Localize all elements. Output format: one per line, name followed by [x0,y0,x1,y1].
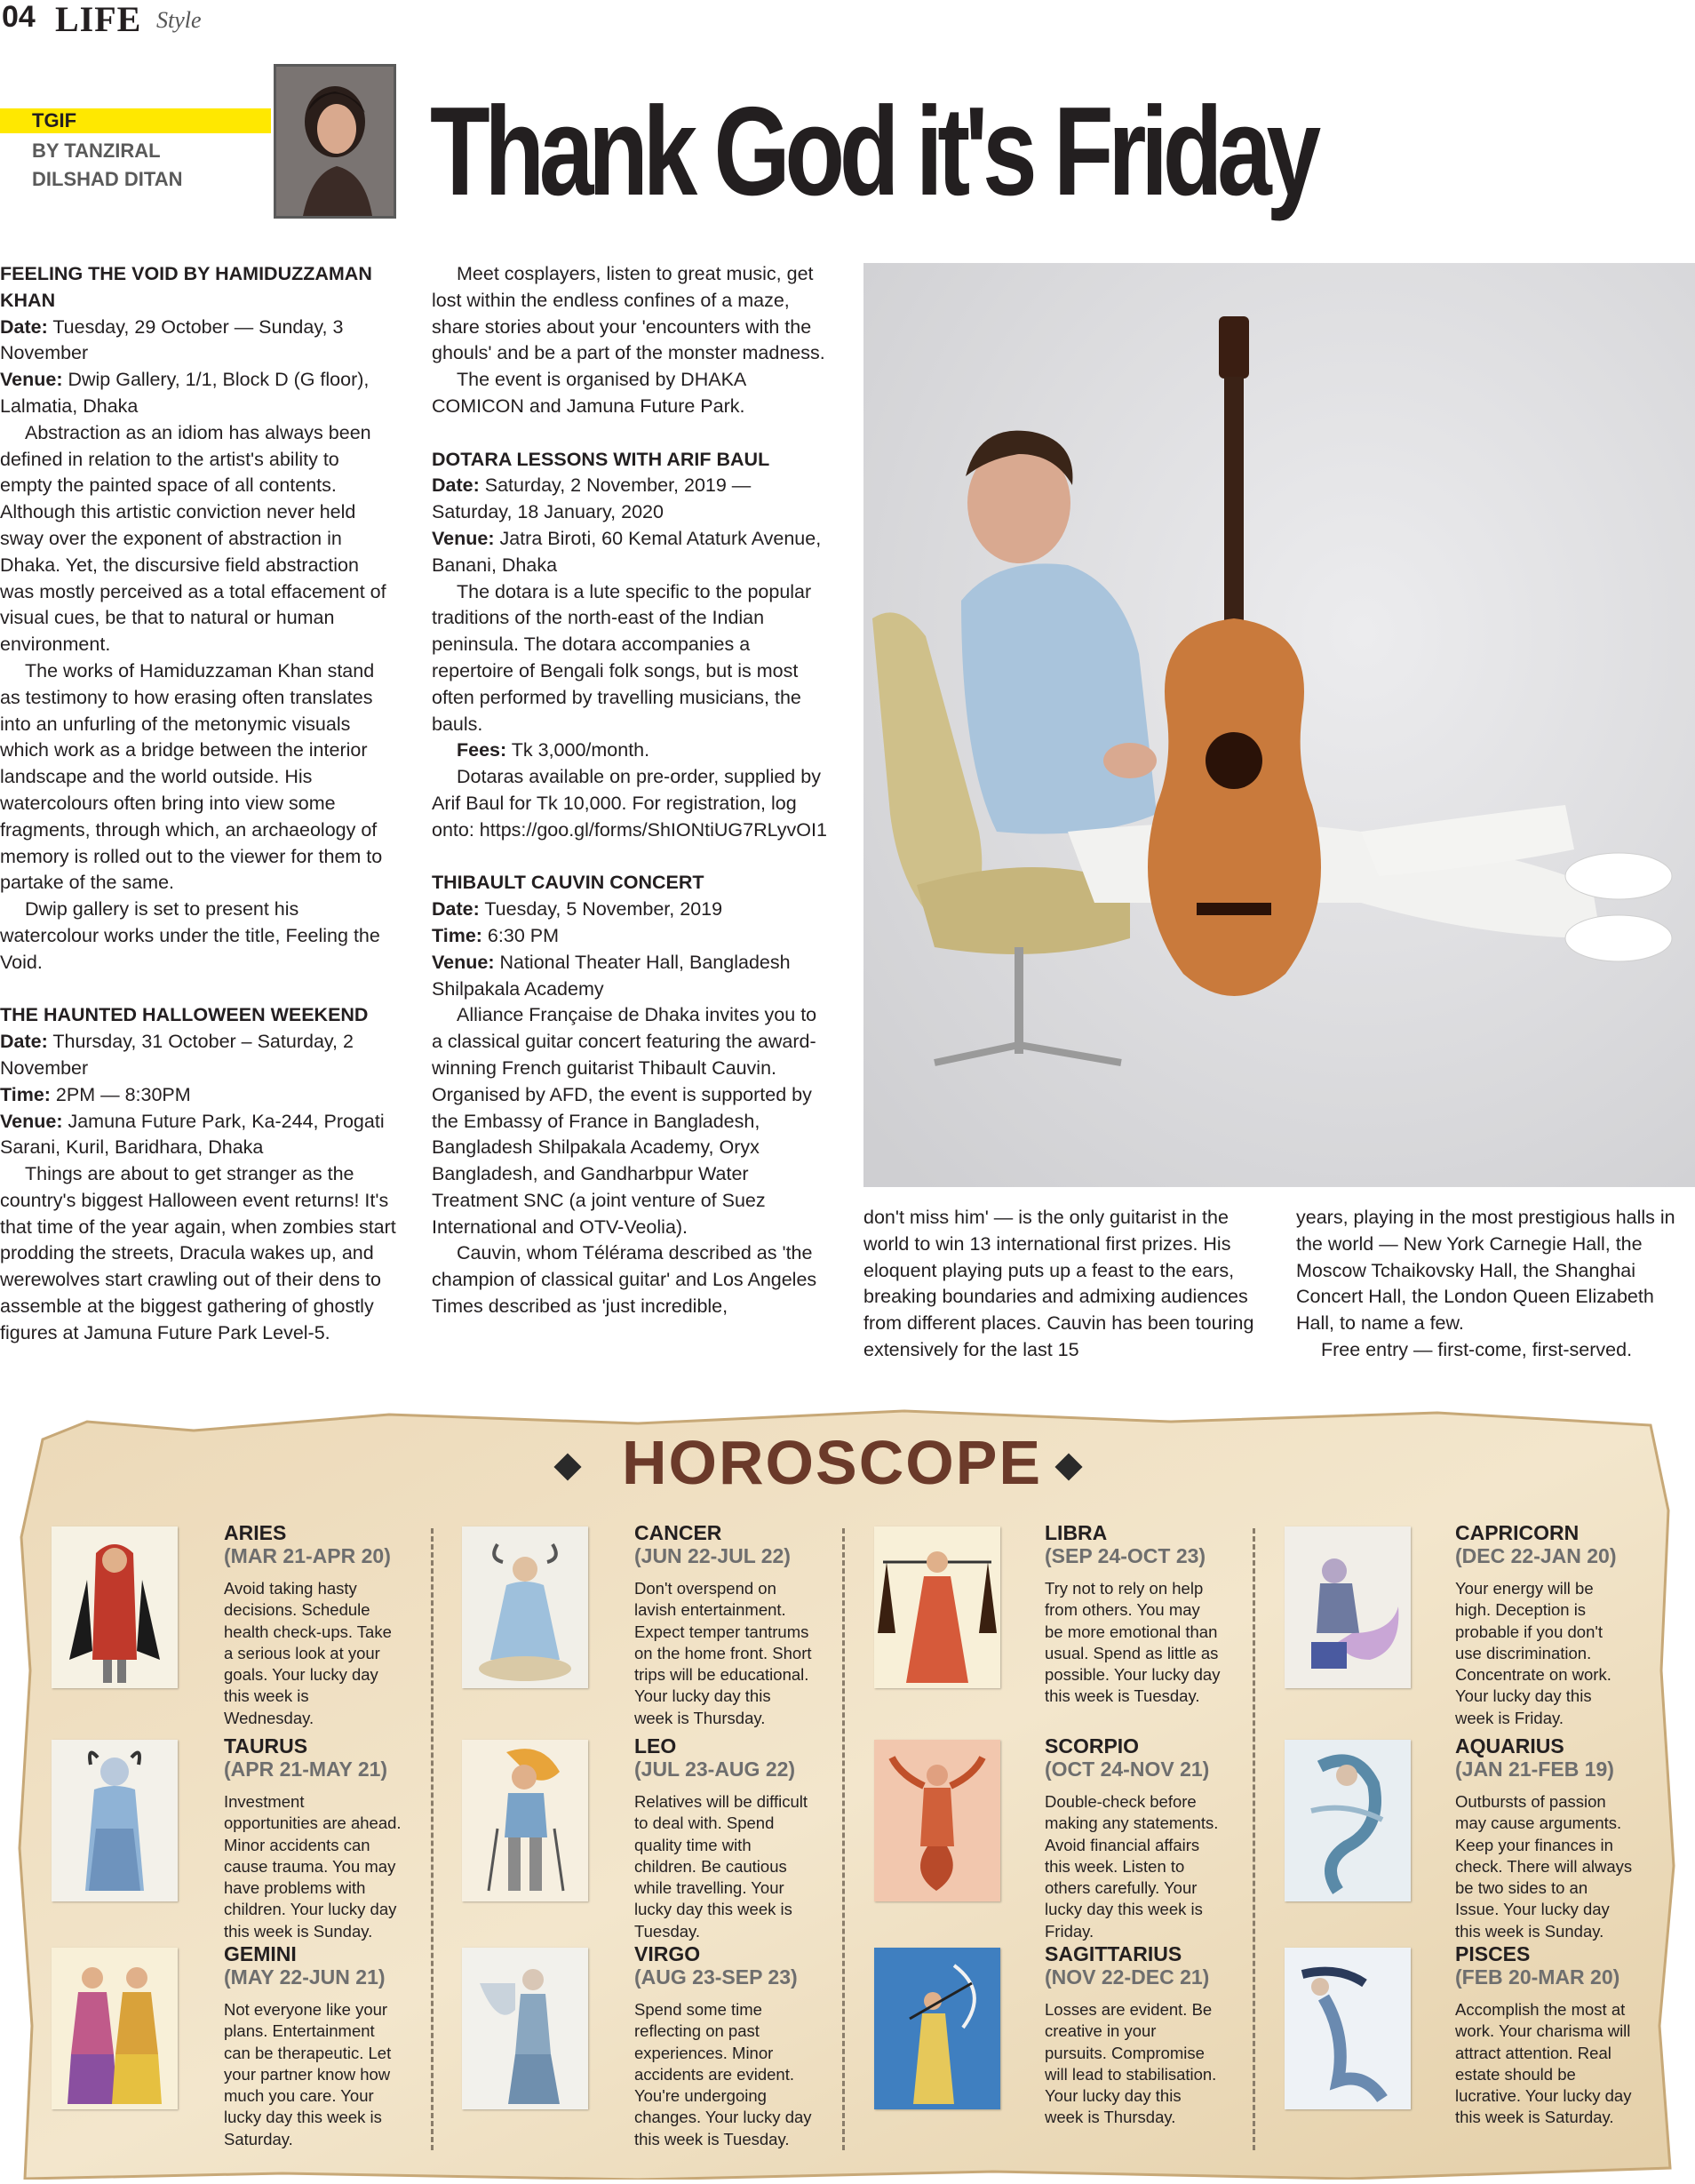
event-venue: Venue: Jamuna Future Park, Ka-244, Progati Sarani, Kuril, Baridhara, Dhaka [0,1110,385,1159]
scorpio-illustration [874,1740,1000,1901]
sign-text: Double-check before making any statements. Avoid financial affairs this week. Listen to others carefully. Your lucky day this week is Friday. [1045,1792,1219,1941]
event-date: Date: Thursday, 31 October – Saturday, 2 November [0,1031,354,1079]
author-byline: BY TANZIRAL DILSHAD DITAN [32,139,183,190]
sign-leo [634,1734,812,1942]
sign-dates: (AUG 23-SEP 23) [634,1965,798,1989]
column-1 [0,261,396,1347]
paragraph: years, playing in the most prestigious halls in the world — New York Carnegie Hall, the Moscow Tchaikovsky Hall, the Shanghai Concert Hall, the London Queen Elizabeth Hall, to name a few. [1296,1207,1675,1335]
sign-text: Spend some time reflecting on past experiences. Minor accidents are evident. You're undergoing changes. Your lucky day this week is Tuesday. [634,2000,812,2148]
sign-dates: (FEB 20-MAR 20) [1455,1965,1620,1989]
brand-logo: LIFE [55,0,142,39]
sign-dates: (DEC 22-JAN 20) [1455,1544,1617,1567]
sign-dates: (JUN 22-JUL 22) [634,1544,791,1567]
aquarius-illustration [1285,1740,1411,1901]
gemini-illustration [52,1948,178,2109]
sign-pisces [1455,1942,1633,2129]
sagittarius-illustration [874,1948,1000,2109]
sign-text: Outbursts of passion may cause arguments. Keep your finances in check. There will always be two sides to an Issue. Your lucky day this week is Sunday. [1455,1792,1633,1941]
column-3 [863,1205,1263,1364]
sign-name: SCORPIO [1045,1734,1140,1758]
sign-text: Your energy will be high. Deception is probable if you don't use discrimination. Concentrate on work. Your lucky day this week is Friday. [1455,1579,1611,1727]
sign-name: LIBRA [1045,1521,1108,1544]
page-headline: Thank God it's Friday [430,81,1316,222]
sign-gemini [224,1942,402,2150]
sign-text: Investment opportunities are ahead. Minor accidents can cause trauma. You may have problems with children. Your lucky day this week is Sunday. [224,1792,402,1941]
sign-libra [1045,1521,1222,1708]
guitarist-photo [863,263,1695,1187]
sign-name: PISCES [1455,1942,1531,1965]
author-photo [274,64,396,219]
sign-aries [224,1521,402,1729]
paragraph: Alliance Française de Dhaka invites you to a classical guitar concert featuring the award-winning French guitarist Thibault Cauvin. Organised by AFD, the event is supported by the Embassy of France in Bangladesh, Bangladesh Shilpakala Academy, Oryx Bangladesh, and Gandharbpur Water Treatment SNC (a joint venture of Suez International and OTV-Veolia). [432,1004,817,1238]
sign-text: Avoid taking hasty decisions. Schedule health check-ups. Take a serious look at your goals. Your lucky day this week is Wednesday. [224,1579,392,1727]
paragraph: Abstraction as an idiom has always been defined in relation to the artist's ability to empty the painted space of all contents. Although this artistic conviction never held sway over the exponent of abstraction in Dhaka. Yet, the discursive field abstraction was mostly perceived as a total effacement of visual cues, be that to natural or human environment. [0,421,386,656]
column-divider [431,1528,434,2150]
paragraph: The event is organised by DHAKA COMICON and Jamuna Future Park. [432,369,746,417]
paragraph: The dotara is a lute specific to the popular traditions of the north-east of the Indian peninsula. The dotara accompanies a repertoire of Bengali folk songs, but is most often performed by travelling musicians, the bauls. [432,580,812,735]
event-time: Time: 2PM — 8:30PM [0,1083,191,1105]
paragraph: Cauvin, whom Télérama described as 'the champion of classical guitar' and Los Angeles Times described as 'just incredible, [432,1242,817,1318]
sign-name: CAPRICORN [1455,1521,1580,1544]
paragraph: Meet cosplayers, listen to great music, get lost within the endless confines of a maze, share stories about your 'encounters with the ghouls' and be a part of the monster madness. [432,263,825,364]
sign-name: SAGITTARIUS [1045,1942,1182,1965]
sign-name: AQUARIUS [1455,1734,1564,1758]
sign-name: TAURUS [224,1734,308,1758]
event-date: Date: Tuesday, 29 October — Sunday, 3 November [0,315,344,364]
pisces-illustration [1285,1948,1411,2109]
taurus-illustration [52,1740,178,1901]
sign-capricorn [1455,1521,1633,1729]
event-venue: Venue: Dwip Gallery, 1/1, Block D (G floor), Lalmatia, Dhaka [0,369,370,417]
paragraph: Dwip gallery is set to present his watercolour works under the title, Feeling the Void. [0,898,380,973]
event-venue: Venue: Jatra Biroti, 60 Kemal Ataturk Avenue, Banani, Dhaka [432,527,822,576]
event-date: Date: Tuesday, 5 November, 2019 [432,898,723,921]
event-title: FEELING THE VOID BY HAMIDUZZAMAN KHAN [0,263,372,311]
event-fees: Fees: Tk 3,000/month. [457,739,650,761]
sign-aquarius [1455,1734,1633,1942]
sign-text: Losses are evident. Be creative in your pursuits. Compromise will lead to stabilisation. Your lucky day this week is Thursday. [1045,2000,1217,2127]
sign-name: ARIES [224,1521,287,1544]
event-venue: Venue: National Theater Hall, Bangladesh Shilpakala Academy [432,951,791,1000]
sign-virgo [634,1942,812,2150]
event-date: Date: Saturday, 2 November, 2019 — Saturday, 18 January, 2020 [432,474,752,523]
event-time: Time: 6:30 PM [432,924,559,946]
event-title: DOTARA LESSONS WITH ARIF BAUL [432,448,770,470]
sign-name: CANCER [634,1521,722,1544]
sign-dates: (SEP 24-OCT 23) [1045,1544,1206,1567]
column-2 [432,261,832,1320]
horoscope-title: HOROSCOPE [622,1428,1043,1497]
paragraph: Dotaras available on pre-order, supplied by Arif Baul for Tk 10,000. For registration, log onto: https://goo.gl/forms/ShIONtiUG7RLyvOI1 [432,766,827,841]
sign-text: Accomplish the most at work. Your charisma will attract attention. Real estate should be lucrative. Your lucky day this week is Saturday. [1455,2000,1632,2127]
aries-illustration [52,1526,178,1688]
sign-text: Try not to rely on help from others. You may be more emotional than usual. Spend as little as possible. Your lucky day this week is Tuesday. [1045,1579,1221,1706]
page-number: 04 [2,0,36,34]
sign-dates: (OCT 24-NOV 21) [1045,1758,1210,1781]
sign-text: Don't overspend on lavish entertainment. Expect temper tantrums on the home front. Short trips will be educational. Your lucky day this week is Thursday. [634,1579,812,1727]
sign-sagittarius [1045,1942,1222,2129]
event-title: THIBAULT CAUVIN CONCERT [432,872,704,894]
paragraph: don't miss him' — is the only guitarist in the world to win 13 international first prizes. His eloquent playing puts up a feast to the ears, breaking boundaries and admixing audiences from different places. Cauvin has been touring extensively for the last 15 [863,1207,1254,1360]
sign-name: LEO [634,1734,677,1758]
paragraph: Things are about to get stranger as the country's biggest Halloween event returns! It's that time of the year again, when zombies start prodding the streets, Dracula wakes up, and werewolves start crawling out of their dens to assemble at the biggest gathering of ghostly figures at Jamuna Future Park Level-5. [0,1163,396,1343]
column-divider [1253,1528,1255,2150]
section-label: TGIF [32,109,77,132]
event-title: THE HAUNTED HALLOWEEN WEEKEND [0,1004,369,1026]
sign-taurus [224,1734,402,1942]
capricorn-illustration [1285,1526,1411,1688]
column-4 [1296,1205,1695,1364]
sign-dates: (MAR 21-APR 20) [224,1544,391,1567]
cancer-illustration [462,1526,588,1688]
closing-line: Free entry — first-come, first-served. [1321,1338,1633,1360]
brand-style-text: Style [156,7,202,33]
column-divider [842,1528,845,2150]
virgo-illustration [462,1948,588,2109]
sign-text: Relatives will be difficult to deal with. Spend quality time with children. Be cautious while travelling. Your lucky day this week is Tuesday. [634,1792,808,1941]
sign-dates: (NOV 22-DEC 21) [1045,1965,1210,1989]
sign-dates: (JUL 23-AUG 22) [634,1758,796,1781]
leo-illustration [462,1740,588,1901]
sign-text: Not everyone like your plans. Entertainment can be therapeutic. Let your partner know how much you care. Your lucky day this week is Saturday. [224,2000,392,2148]
sign-dates: (JAN 21-FEB 19) [1455,1758,1614,1781]
sign-name: GEMINI [224,1942,297,1965]
sign-scorpio [1045,1734,1222,1942]
sign-cancer [634,1521,812,1729]
sign-dates: (MAY 22-JUN 21) [224,1965,386,1989]
libra-illustration [874,1526,1000,1688]
sign-name: VIRGO [634,1942,701,1965]
paragraph: The works of Hamiduzzaman Khan stand as testimony to how erasing often translates into an unfurling of the metonymic visuals which work as a bridge between the interior landscape and the world outside. His watercolours often bring into view some fragments, through which, an archaeology of memory is rolled out to the viewer for them to partake of the same. [0,659,383,894]
sign-dates: (APR 21-MAY 21) [224,1758,388,1781]
